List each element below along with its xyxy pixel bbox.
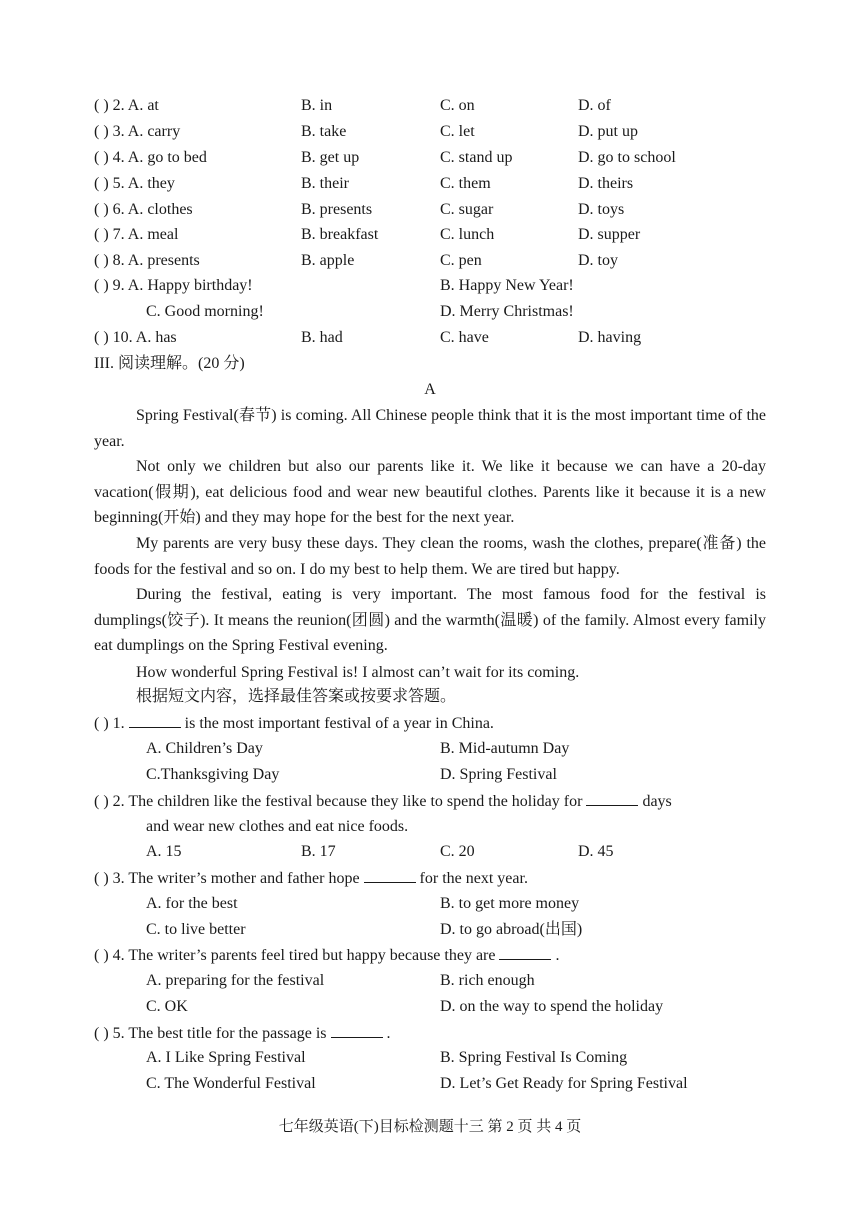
option-d: D. 45	[578, 843, 614, 860]
option-c: C. lunch	[440, 226, 495, 243]
option-c: C.Thanksgiving Day	[146, 766, 280, 783]
option-d: D. put up	[578, 123, 638, 140]
option-d: D. Merry Christmas!	[440, 303, 574, 320]
question-stem-tail: .	[555, 947, 560, 964]
option-c: C. OK	[146, 998, 188, 1015]
option-b: B. in	[301, 97, 333, 114]
option-b: B. Spring Festival Is Coming	[440, 1049, 628, 1066]
option-b: B. rich enough	[440, 972, 535, 989]
option-b: B. Happy New Year!	[440, 277, 574, 294]
option-d: D. supper	[578, 226, 641, 243]
option-a: A. Children’s Day	[146, 740, 263, 757]
question-stem: ( ) 4. The writer’s parents feel tired but happy because they are	[94, 947, 496, 964]
question-stem: ( ) 10. A. has	[94, 329, 177, 346]
option-c: C. on	[440, 97, 475, 114]
option-d: D. having	[578, 329, 642, 346]
option-b: B. presents	[301, 201, 373, 218]
question-stem-rest: is the most important festival of a year in China.	[184, 715, 494, 732]
option-b: B. breakfast	[301, 226, 379, 243]
option-d: D. of	[578, 97, 611, 114]
option-c: C. The Wonderful Festival	[146, 1075, 316, 1092]
passage-paragraph: Spring Festival(春节) is coming. All Chinese people think that it is the most important time of the year.	[94, 407, 766, 450]
option-c: C. to live better	[146, 921, 246, 938]
option-b: B. take	[301, 123, 347, 140]
reading-question-3	[94, 867, 528, 889]
question-stem: ( ) 8. A. presents	[94, 252, 200, 269]
passage-paragraph: My parents are very busy these days. They clean the rooms, wash the clothes, prepare(准备) the foods for the festival and so on. I do my best to help them. We are tired but happy.	[94, 535, 766, 578]
option-c: C. have	[440, 329, 489, 346]
option-b: B. get up	[301, 149, 360, 166]
option-b: B. to get more money	[440, 895, 580, 912]
question-stem: ( ) 3. A. carry	[94, 123, 181, 140]
option-d: D. to go abroad(出国)	[440, 921, 583, 938]
question-stem: ( ) 9. A. Happy birthday!	[94, 277, 253, 294]
option-a: A. for the best	[146, 895, 238, 912]
instruction: 根据短文内容，选择最佳答案或按要求答题。	[136, 688, 457, 705]
answer-blank	[499, 944, 551, 960]
option-c: C. sugar	[440, 201, 494, 218]
question-stem-tail: for the next year.	[419, 870, 528, 887]
option-d: D. go to school	[578, 149, 676, 166]
passage-paragraph: How wonderful Spring Festival is! I almost can’t wait for its coming.	[136, 664, 580, 681]
section-title: III. 阅读理解。(20 分)	[94, 355, 245, 372]
option-d: D. theirs	[578, 175, 634, 192]
option-d: D. Spring Festival	[440, 766, 557, 783]
option-c: C. pen	[440, 252, 482, 269]
question-stem-tail: days	[642, 793, 672, 810]
reading-question-1	[94, 712, 494, 734]
reading-question-5	[94, 1022, 391, 1044]
option-a: A. 15	[146, 843, 182, 860]
answer-blank	[586, 790, 638, 806]
question-stem: ( ) 1.	[94, 715, 125, 732]
question-stem-tail: .	[386, 1025, 391, 1042]
option-b: B. Mid-autumn Day	[440, 740, 570, 757]
question-stem: ( ) 7. A. meal	[94, 226, 179, 243]
question-stem: ( ) 4. A. go to bed	[94, 149, 207, 166]
reading-question-2	[94, 790, 672, 812]
option-c: C. Good morning!	[146, 303, 264, 320]
answer-blank	[364, 867, 416, 883]
question-stem: ( ) 5. A. they	[94, 175, 175, 192]
option-a: A. I Like Spring Festival	[146, 1049, 306, 1066]
question-stem-continued: and wear new clothes and eat nice foods.	[146, 818, 409, 835]
option-c: C. them	[440, 175, 491, 192]
passage-paragraph: During the festival, eating is very important. The most famous food for the festival is dumplings(饺子). It means the reunion(团圆) and the warmth(温暖) of the family. Almost every family eat dumplings on the Spring Festival evening.	[94, 586, 766, 655]
question-stem: ( ) 2. A. at	[94, 97, 159, 114]
question-stem: ( ) 6. A. clothes	[94, 201, 193, 218]
question-stem: ( ) 3. The writer’s mother and father hope	[94, 870, 360, 887]
option-b: B. had	[301, 329, 343, 346]
page-footer: 七年级英语(下)目标检测题十三 第 2 页 共 4 页	[278, 1119, 582, 1135]
option-c: C. 20	[440, 843, 475, 860]
option-d: D. toys	[578, 201, 625, 218]
option-c: C. stand up	[440, 149, 513, 166]
answer-blank	[129, 712, 181, 728]
question-stem: ( ) 2. The children like the festival because they like to spend the holiday for	[94, 793, 583, 810]
option-d: D. on the way to spend the holiday	[440, 998, 664, 1015]
option-a: A. preparing for the festival	[146, 972, 325, 989]
option-b: B. 17	[301, 843, 336, 860]
option-d: D. toy	[578, 252, 618, 269]
passage-paragraph: Not only we children but also our parents like it. We like it because we can have a 20-day vacation(假期), eat delicious food and wear new beautiful clothes. Parents like it because it is a new beginning(开始) and they may hope for the best for the next year.	[94, 458, 766, 527]
option-c: C. let	[440, 123, 475, 140]
option-b: B. their	[301, 175, 349, 192]
reading-question-4	[94, 944, 559, 966]
answer-blank	[331, 1022, 383, 1038]
option-d: D. Let’s Get Ready for Spring Festival	[440, 1075, 688, 1092]
passage-label: A	[424, 381, 436, 398]
question-stem: ( ) 5. The best title for the passage is	[94, 1025, 327, 1042]
option-b: B. apple	[301, 252, 355, 269]
